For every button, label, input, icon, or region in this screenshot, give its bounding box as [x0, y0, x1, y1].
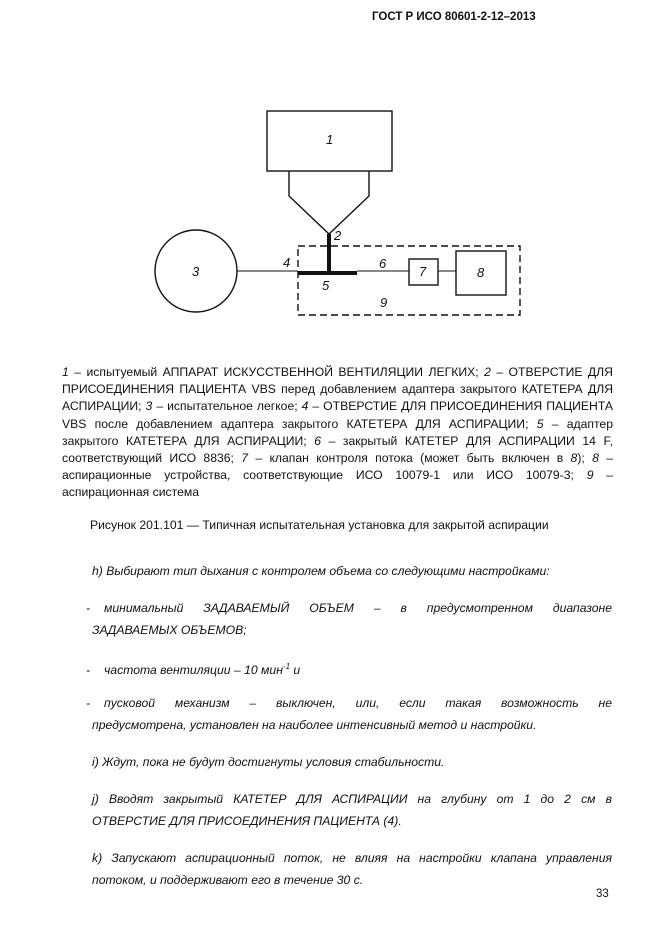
ventilator-funnel	[289, 171, 369, 234]
legend-num: 6	[314, 433, 321, 448]
bullet-dash: -	[86, 663, 91, 678]
figure-legend	[62, 364, 613, 502]
step-j-cont: ОТВЕРСТИЕ ДЛЯ ПРИСОЕДИНЕНИЯ ПАЦИЕНТА (4).	[92, 814, 402, 828]
label-5: 5	[322, 278, 330, 293]
standard-code-header: ГОСТ Р ИСО 80601-2-12–2013	[372, 11, 536, 23]
bullet-min-volume	[86, 597, 612, 619]
bullet-trigger	[86, 692, 612, 714]
legend-ref: 8	[570, 451, 578, 466]
legend-text: – ОТВЕРСТИЕ ДЛЯ ПРИСОЕДИНЕНИЯ ПАЦИЕНТА VBS перед добавлением адаптера закрытого КАТЕТЕРА ДЛЯ АСПИРАЦИИ;	[62, 365, 613, 414]
legend-num: 2	[484, 365, 491, 379]
legend-text: – аспирационная система	[62, 468, 613, 500]
legend-text: – испытуемый АППАРАТ ИСКУССТВЕННОЙ ВЕНТИЛЯЦИИ ЛЕГКИХ;	[68, 365, 485, 379]
bullet-min-volume-cont: ЗАДАВАЕМЫХ ОБЪЕМОВ;	[92, 623, 247, 637]
legend-num: 9	[586, 468, 594, 483]
legend-text: – ОТВЕРСТИЕ ДЛЯ ПРИСОЕДИНЕНИЯ ПАЦИЕНТА VBS после добавлением адаптера закрытого КАТЕТЕРА ДЛЯ АСПИРАЦИИ;	[62, 399, 613, 431]
bullet-text: частота вентиляции – 10 мин	[104, 663, 283, 678]
label-8: 8	[477, 265, 485, 280]
label-1: 1	[326, 132, 334, 147]
legend-num: 7	[241, 451, 249, 466]
bullet-text-tail: и	[290, 663, 301, 678]
bullet-text: пусковой механизм – выключен, или, если такая возможность не	[104, 696, 612, 710]
page-number: 33	[596, 888, 609, 900]
legend-num: 3	[145, 399, 153, 414]
legend-text: – испытательное легкое;	[152, 399, 302, 414]
legend-num: 8	[592, 451, 599, 466]
bullet-dash: -	[86, 601, 91, 615]
step-i: i) Ждут, пока не будут достигнуты условия стабильности.	[92, 755, 445, 769]
bullet-trigger-cont: предусмотрена, установлен на наиболее интенсивный метод и настройки.	[92, 718, 537, 732]
label-3: 3	[192, 264, 200, 279]
step-j: j) Вводят закрытый КАТЕТЕР ДЛЯ АСПИРАЦИИ на глубину от 1 до 2 см в	[92, 792, 612, 806]
legend-text: – аспирационные устройства, соответствующие ИСО 10079-1 или ИСО 10079-3;	[62, 451, 613, 483]
legend-num: 1	[62, 365, 69, 379]
setup-diagram	[0, 0, 661, 360]
legend-text: – адаптер закрытого КАТЕТЕРА ДЛЯ АСПИРАЦИИ;	[62, 416, 613, 448]
bullet-frequency	[86, 656, 612, 681]
step-h: h) Выбирают тип дыхания с контролем объема со следующими настройками:	[92, 564, 550, 578]
label-6: 6	[379, 256, 387, 271]
bullet-text: минимальный ЗАДАВАЕМЫЙ ОБЪЕМ – в предусмотренном диапазоне	[104, 601, 612, 615]
superscript: -1	[282, 662, 291, 671]
figure-caption: Рисунок 201.101 — Типичная испытательная установка для закрытой аспирации	[90, 518, 549, 532]
label-4: 4	[283, 255, 291, 270]
label-2: 2	[334, 228, 342, 243]
legend-text: – клапан контроля потока (может быть включен в	[248, 451, 571, 466]
bullet-dash: -	[86, 696, 91, 710]
legend-num: 5	[536, 416, 544, 431]
label-9: 9	[380, 295, 388, 310]
legend-text: );	[577, 451, 593, 466]
step-k-cont: потоком, и поддерживают его в течение 30 с.	[92, 873, 364, 887]
legend-text: – закрытый КАТЕТЕР ДЛЯ АСПИРАЦИИ 14 F, соответствующий ИСО 8836;	[62, 433, 614, 466]
legend-num: 4	[301, 399, 309, 414]
label-7: 7	[419, 264, 427, 279]
step-k: k) Запускают аспирационный поток, не влияя на настройки клапана управления	[92, 851, 612, 865]
